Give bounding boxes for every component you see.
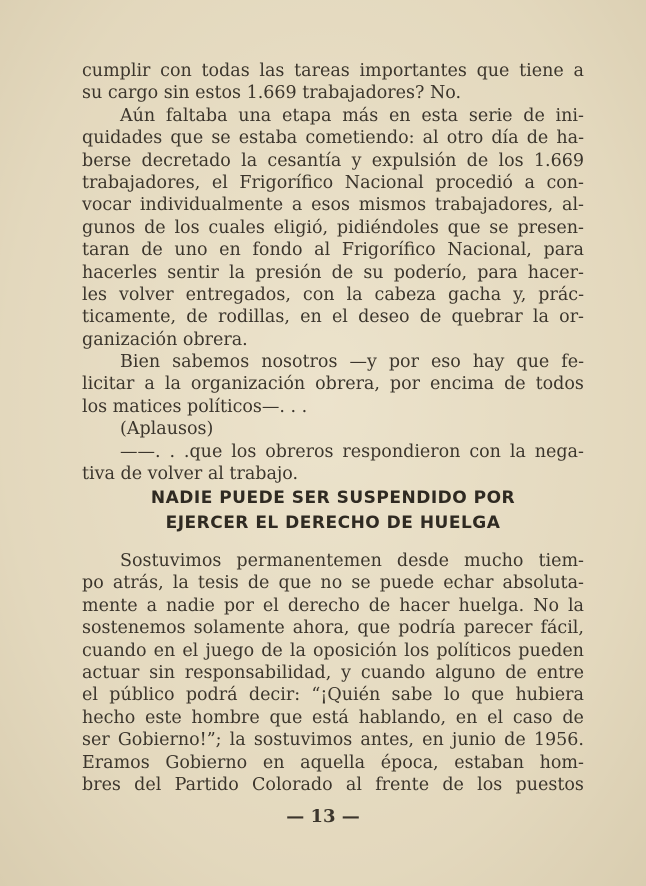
text-line: bres del Partido Colorado al frente de los puestos bbox=[82, 774, 584, 795]
text-line: cumplir con todas las tareas importantes que tiene a bbox=[82, 61, 584, 81]
text-line: licitar a la organización obrera, por encima de todos bbox=[82, 374, 584, 395]
text-line: quidades que se estaba cometiendo: al otro día de ha- bbox=[82, 128, 584, 149]
text-line: su cargo sin estos 1.669 trabajadores? No. bbox=[82, 83, 462, 104]
text-line: les volver entregados, con la cabeza gacha y, prác- bbox=[82, 284, 584, 305]
text-line: Aún faltaba una etapa más en esta serie de ini- bbox=[120, 105, 584, 126]
text-line: sostenemos solamente ahora, que podría parecer fácil, bbox=[82, 618, 584, 639]
section-heading bbox=[82, 486, 584, 536]
text-line: hecho este hombre que está hablando, en el caso de bbox=[82, 707, 584, 728]
text-line: Sostuvimos permanentemen desde mucho tiem- bbox=[120, 551, 584, 571]
page-number: — 13 — bbox=[286, 806, 360, 827]
text-line: los matices políticos—. . . bbox=[82, 396, 308, 417]
text-line: cuando en el juego de la oposición los políticos pueden bbox=[82, 640, 584, 661]
heading-line-1: NADIE PUEDE SER SUSPENDIDO POR bbox=[150, 488, 516, 508]
text-line: berse decretado la cesantía y expulsión de los 1.669 bbox=[82, 150, 584, 171]
applause-line: (Aplausos) bbox=[120, 419, 214, 440]
text-line: taran de uno en fondo al Frigorífico Nacional, para bbox=[82, 240, 584, 261]
text-line: trabajadores, el Frigorífico Nacional procedió a con- bbox=[82, 172, 584, 193]
text-line: tiva de volver al trabajo. bbox=[82, 464, 299, 485]
text-line: po atrás, la tesis de que no se puede echar absoluta- bbox=[82, 573, 584, 594]
text-line: hacerles sentir la presión de su poderío, para hacer- bbox=[82, 262, 584, 283]
text-line: actuar sin responsabilidad, y cuando alguno de entre bbox=[82, 662, 584, 683]
heading-line-2: EJERCER EL DERECHO DE HUELGA bbox=[165, 513, 501, 533]
upper-text-block bbox=[82, 60, 584, 485]
text-line: ——. . .que los obreros respondieron con la nega- bbox=[120, 441, 584, 462]
text-line: vocar individualmente a esos mismos trabajadores, al- bbox=[82, 195, 584, 216]
text-line: Bien sabemos nosotros —y por eso hay que fe- bbox=[120, 352, 584, 373]
text-line: el público podrá decir: “¡Quién sabe lo que hubiera bbox=[82, 685, 584, 706]
text-line: gunos de los cuales eligió, pidiéndoles que se presen- bbox=[82, 217, 584, 238]
text-line: mente a nadie por el derecho de hacer huelga. No la bbox=[82, 595, 584, 616]
text-line: ticamente, de rodillas, en el deseo de quebrar la or- bbox=[82, 307, 584, 328]
lower-text-block bbox=[82, 550, 584, 796]
text-line: ganización obrera. bbox=[82, 329, 248, 350]
text-line: ser Gobierno!”; la sostuvimos antes, en junio de 1956. bbox=[82, 730, 584, 751]
text-line: Eramos Gobierno en aquella época, estaban hom- bbox=[82, 752, 584, 773]
